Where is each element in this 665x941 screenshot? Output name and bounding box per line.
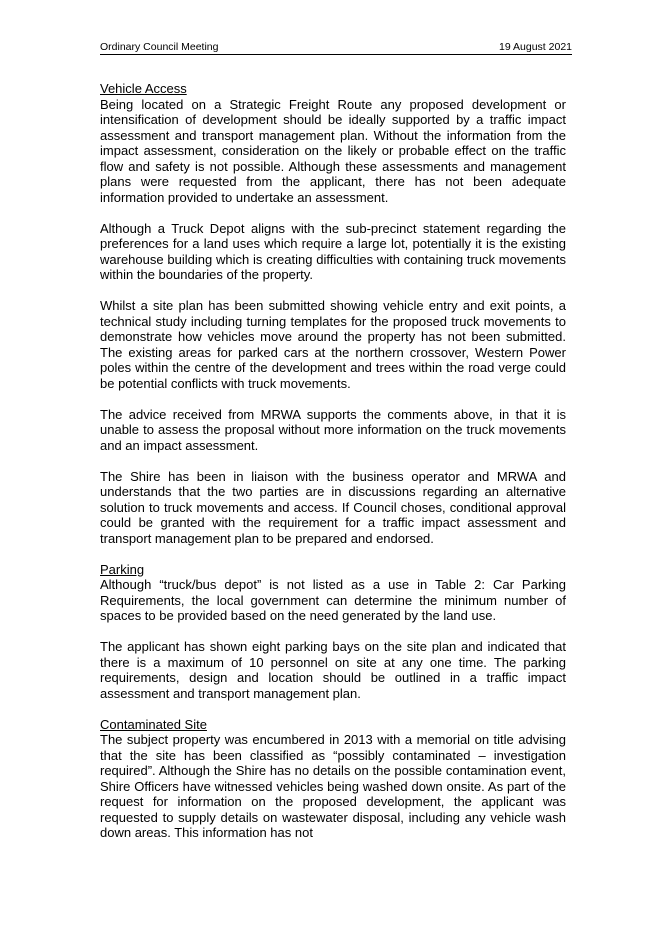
- page-header: [100, 40, 572, 54]
- section-heading-parking: Parking: [100, 561, 145, 577]
- paragraph: The subject property was encumbered in 2013 with a memorial on title advising that the site has been classified as “possibly contaminated – investigation required”. Although the Shire has no details on the possible contamination event, Shire Officers have witnessed vehicles being washed down onsite. As part of the request for information on the proposed development, the applicant was requested to supply details on wastewater disposal, including any vehicle wash down areas. This information has not: [100, 732, 566, 840]
- section-heading-contaminated-site: Contaminated Site: [100, 716, 207, 732]
- meeting-title: Ordinary Council Meeting: [100, 41, 219, 53]
- paragraph: The applicant has shown eight parking bays on the site plan and indicated that there is a maximum of 10 personnel on site at any one time. The parking requirements, design and location should be outlined in a traffic impact assessment and transport management plan.: [100, 639, 566, 701]
- paragraph: The Shire has been in liaison with the business operator and MRWA and understands that the two parties are in discussions regarding an alternative solution to truck movements and access. If Council choses, conditional approval could be granted with the requirement for a traffic impact assessment and transport management plan to be prepared and endorsed.: [100, 468, 566, 546]
- paragraph: Whilst a site plan has been submitted showing vehicle entry and exit points, a technical study including turning templates for the proposed truck movements to demonstrate how vehicles move around the property has not been submitted. The existing areas for parked cars at the northern crossover, Western Power poles within the centre of the development and trees within the road verge could be potential conflicts with truck movements.: [100, 298, 566, 391]
- meeting-date: 19 August 2021: [499, 41, 572, 53]
- paragraph: The advice received from MRWA supports the comments above, in that it is unable to assess the proposal without more information on the truck movements and an impact assessment.: [100, 406, 566, 453]
- header-divider: [100, 54, 572, 55]
- section-heading-vehicle-access: Vehicle Access: [100, 81, 187, 96]
- paragraph: Although “truck/bus depot” is not listed as a use in Table 2: Car Parking Requirements, the local government can determine the minimum number of spaces to be provided based on the need generated by the land use.: [100, 577, 566, 623]
- document-body: [100, 81, 566, 856]
- paragraph: Although a Truck Depot aligns with the sub-precinct statement regarding the preferences for a land uses which require a large lot, potentially it is the existing warehouse building which is creating difficulties with containing truck movements within the boundaries of the property.: [100, 220, 566, 282]
- paragraph: Being located on a Strategic Freight Route any proposed development or intensification of development should be ideally supported by a traffic impact assessment and transport management plan. Without the information from the impact assessment, consideration on the likely or probable effect on the traffic flow and safety is not possible. Although these assessments and management plans were requested from the applicant, there has not been adequate information provided to undertake an assessment.: [100, 96, 566, 205]
